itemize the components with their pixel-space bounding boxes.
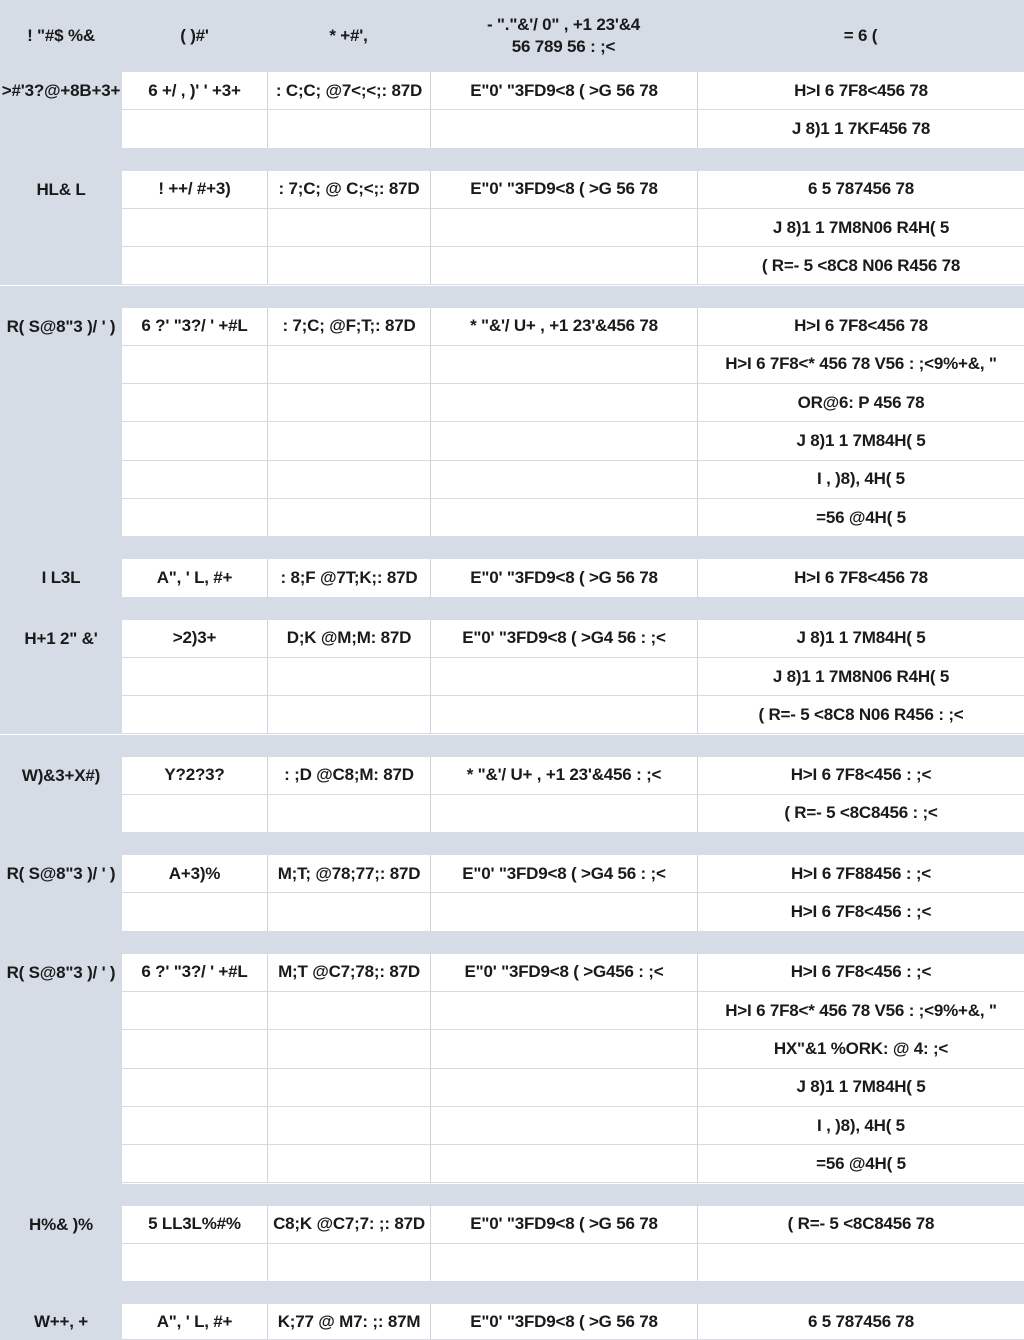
table-cell: 6 5 787456 78 [697, 1304, 1024, 1340]
table-cell: E"0' "3FD9<8 ( >G 56 78 [430, 1304, 697, 1340]
group-name-fill [0, 658, 122, 735]
table-cell [267, 461, 430, 499]
table-cell: A", ' L, #+ [122, 1304, 267, 1340]
table-cell: : ;D @C8;M: 87D [267, 757, 430, 795]
column-header [267, 0, 430, 72]
table-cell: E"0' "3FD9<8 ( >G 56 78 [430, 559, 697, 597]
table-cell [430, 247, 697, 285]
group-name-fill [0, 893, 122, 931]
table-cell [267, 422, 430, 460]
table-cell [267, 346, 430, 384]
table-cell: H>I 6 7F8<456 78 [697, 308, 1024, 346]
group-name-fill [0, 795, 122, 833]
table-cell [267, 110, 430, 148]
table-cell [267, 1069, 430, 1107]
table-cell [430, 384, 697, 422]
table-cell: E"0' "3FD9<8 ( >G 56 78 [430, 171, 697, 209]
table-cell: H>I 6 7F8<456 78 [697, 559, 1024, 597]
table-cell [122, 658, 267, 696]
group-separator [0, 1184, 1024, 1206]
group-separator [0, 932, 1024, 954]
table-cell: E"0' "3FD9<8 ( >G456 : ;< [430, 954, 697, 992]
table-cell [122, 384, 267, 422]
group-name: >#'3?@+8B+3+ [0, 72, 122, 110]
column-header-text: 56 789 56 : ;< [511, 37, 616, 56]
table-cell [267, 696, 430, 734]
table-cell [122, 1030, 267, 1068]
table-cell [122, 422, 267, 460]
table-cell: H>I 6 7F8<456 : ;< [697, 954, 1024, 992]
column-header-text: = 6 ( [843, 26, 878, 45]
table-cell: H>I 6 7F8<* 456 78 V56 : ;<9%+&, " [697, 346, 1024, 384]
table-cell: : 8;F @7T;K;: 87D [267, 559, 430, 597]
table-cell: Y?2?3? [122, 757, 267, 795]
table-cell [430, 893, 697, 931]
group-name: H%& )% [0, 1206, 122, 1244]
table-cell: H>I 6 7F88456 : ;< [697, 855, 1024, 893]
table-cell [267, 209, 430, 247]
group-name-fill [0, 209, 122, 286]
table-cell [430, 1069, 697, 1107]
table-cell: * "&'/ U+ , +1 23'&456 78 [430, 308, 697, 346]
table-cell: 5 LL3L%#% [122, 1206, 267, 1244]
group-name: HL& L [0, 171, 122, 209]
table-cell [430, 1030, 697, 1068]
table-cell: * "&'/ U+ , +1 23'&456 : ;< [430, 757, 697, 795]
table-cell: HX"&1 %ORK: @ 4: ;< [697, 1030, 1024, 1068]
table-cell [430, 1107, 697, 1145]
table-cell [430, 499, 697, 537]
column-header-text: ( )#' [180, 26, 209, 45]
table-cell: A", ' L, #+ [122, 559, 267, 597]
table-cell: M;T; @78;77;: 87D [267, 855, 430, 893]
table-cell [267, 795, 430, 833]
table-cell: ( R=- 5 <8C8456 : ;< [697, 795, 1024, 833]
group-name: H+1 2" &' [0, 620, 122, 658]
table-cell: H>I 6 7F8<456 : ;< [697, 893, 1024, 931]
table-cell: ( R=- 5 <8C8456 78 [697, 1206, 1024, 1244]
table-cell [267, 893, 430, 931]
table-cell [122, 1145, 267, 1183]
group-separator [0, 833, 1024, 855]
table-cell [430, 1244, 697, 1282]
table-cell: J 8)1 1 7KF456 78 [697, 110, 1024, 148]
column-header-text: ! "#$ %& [27, 26, 95, 45]
table-cell [122, 461, 267, 499]
group-name: I L3L [0, 559, 122, 597]
column-header-text: - "."&'/ 0" , +1 23'&4 [486, 15, 641, 34]
column-header-text: * +#', [329, 26, 368, 45]
table-cell: >2)3+ [122, 620, 267, 658]
group-separator [0, 735, 1024, 757]
group-separator [0, 598, 1024, 620]
table-cell [267, 499, 430, 537]
table-cell [122, 1107, 267, 1145]
table-cell: J 8)1 1 7M84H( 5 [697, 620, 1024, 658]
table-cell: D;K @M;M: 87D [267, 620, 430, 658]
table-cell: E"0' "3FD9<8 ( >G 56 78 [430, 1206, 697, 1244]
table-cell [122, 795, 267, 833]
table-cell: H>I 6 7F8<456 78 [697, 72, 1024, 110]
table-cell [430, 658, 697, 696]
group-name-fill [0, 110, 122, 148]
table-cell: J 8)1 1 7M84H( 5 [697, 422, 1024, 460]
table-cell: : 7;C; @F;T;: 87D [267, 308, 430, 346]
table-cell [122, 1069, 267, 1107]
table-cell: =56 @4H( 5 [697, 499, 1024, 537]
group-name: R( S@8"3 )/ ' ) [0, 308, 122, 346]
table-cell [267, 658, 430, 696]
table-cell [122, 1244, 267, 1282]
table-cell [430, 1145, 697, 1183]
table-cell [267, 384, 430, 422]
table-cell [267, 1145, 430, 1183]
table-cell [122, 499, 267, 537]
table-cell: ! ++/ #+3) [122, 171, 267, 209]
table-cell: =56 @4H( 5 [697, 1145, 1024, 1183]
table-cell: I , )8), 4H( 5 [697, 461, 1024, 499]
table-cell [430, 346, 697, 384]
table-cell [122, 346, 267, 384]
table-cell [122, 110, 267, 148]
table-cell: H>I 6 7F8<456 : ;< [697, 757, 1024, 795]
table-cell: E"0' "3FD9<8 ( >G4 56 : ;< [430, 855, 697, 893]
table-cell [122, 696, 267, 734]
group-name: W)&3+X#) [0, 757, 122, 795]
table-cell: J 8)1 1 7M84H( 5 [697, 1069, 1024, 1107]
table-cell: E"0' "3FD9<8 ( >G 56 78 [430, 72, 697, 110]
table-cell: J 8)1 1 7M8N06 R4H( 5 [697, 209, 1024, 247]
table-cell: E"0' "3FD9<8 ( >G4 56 : ;< [430, 620, 697, 658]
group-name-fill [0, 992, 122, 1184]
table-cell: A+3)% [122, 855, 267, 893]
table-cell: ( R=- 5 <8C8 N06 R456 78 [697, 247, 1024, 285]
table-cell: C8;K @C7;7: ;: 87D [267, 1206, 430, 1244]
table-cell: H>I 6 7F8<* 456 78 V56 : ;<9%+&, " [697, 992, 1024, 1030]
table-cell: 6 5 787456 78 [697, 171, 1024, 209]
group-separator [0, 286, 1024, 308]
table-cell: J 8)1 1 7M8N06 R4H( 5 [697, 658, 1024, 696]
table-cell [430, 696, 697, 734]
group-separator [0, 1282, 1024, 1304]
table-cell: 6 +/ , )' ' +3+ [122, 72, 267, 110]
table-cell [430, 992, 697, 1030]
table-cell [430, 110, 697, 148]
table-cell [697, 1244, 1024, 1282]
column-header [0, 0, 122, 72]
table-cell [267, 1107, 430, 1145]
table-cell [430, 461, 697, 499]
table-cell [122, 247, 267, 285]
table-cell: : C;C; @7<;<;: 87D [267, 72, 430, 110]
table-cell [267, 1030, 430, 1068]
table-cell [430, 795, 697, 833]
table-cell: K;77 @ M7: ;: 87M [267, 1304, 430, 1340]
group-name: R( S@8"3 )/ ' ) [0, 855, 122, 893]
column-header [697, 0, 1024, 72]
table-cell [267, 992, 430, 1030]
table-cell [430, 422, 697, 460]
group-name-fill [0, 1244, 122, 1282]
table-cell: I , )8), 4H( 5 [697, 1107, 1024, 1145]
table-cell [267, 247, 430, 285]
group-separator [0, 149, 1024, 171]
group-name: W++, + [0, 1304, 122, 1340]
group-separator [0, 537, 1024, 559]
table-cell: 6 ?' "3?/ ' +#L [122, 954, 267, 992]
column-header [122, 0, 267, 72]
table-cell: 6 ?' "3?/ ' +#L [122, 308, 267, 346]
table-cell: ( R=- 5 <8C8 N06 R456 : ;< [697, 696, 1024, 734]
group-name-fill [0, 346, 122, 538]
table-cell: OR@6: P 456 78 [697, 384, 1024, 422]
table-cell [122, 893, 267, 931]
table-cell [267, 1244, 430, 1282]
table-cell [122, 209, 267, 247]
table-cell: : 7;C; @ C;<;: 87D [267, 171, 430, 209]
table-cell [122, 992, 267, 1030]
group-name: R( S@8"3 )/ ' ) [0, 954, 122, 992]
table-cell [430, 209, 697, 247]
column-header [430, 0, 697, 72]
table-cell: M;T @C7;78;: 87D [267, 954, 430, 992]
